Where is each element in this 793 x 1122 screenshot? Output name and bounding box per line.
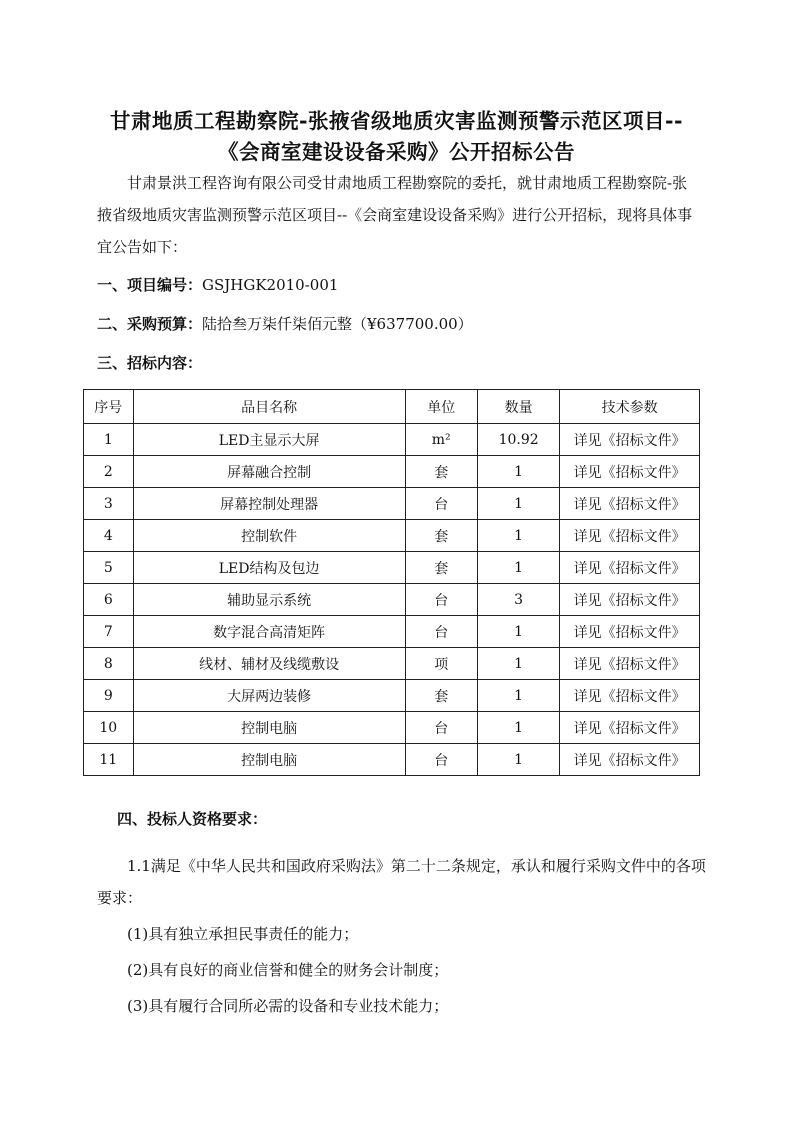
cell-unit: 套 bbox=[405, 552, 477, 584]
cell-item-name: 屏幕融合控制 bbox=[133, 456, 405, 488]
cell-spec: 详见《招标文件》 bbox=[560, 648, 700, 680]
header-spec: 技术参数 bbox=[560, 390, 700, 424]
requirement-item: (1)具有独立承担民事责任的能力； bbox=[127, 925, 359, 943]
section-content bbox=[97, 352, 202, 373]
cell-spec: 详见《招标文件》 bbox=[560, 680, 700, 712]
cell-item-name: 数字混合高清矩阵 bbox=[133, 616, 405, 648]
project-number-value: GSJHGK2010-001 bbox=[202, 276, 339, 294]
cell-item-name: LED主显示大屏 bbox=[133, 424, 405, 456]
cell-index: 8 bbox=[84, 648, 134, 680]
header-item-name: 品目名称 bbox=[133, 390, 405, 424]
cell-quantity: 1 bbox=[477, 744, 559, 776]
cell-spec: 详见《招标文件》 bbox=[560, 552, 700, 584]
section-project-number bbox=[97, 274, 338, 295]
cell-item-name: 辅助显示系统 bbox=[133, 584, 405, 616]
table-row bbox=[84, 456, 700, 488]
cell-item-name: LED结构及包边 bbox=[133, 552, 405, 584]
cell-unit: 台 bbox=[405, 488, 477, 520]
cell-item-name: 屏幕控制处理器 bbox=[133, 488, 405, 520]
table-row bbox=[84, 520, 700, 552]
table-row bbox=[84, 744, 700, 776]
cell-index: 2 bbox=[84, 456, 134, 488]
cell-quantity: 1 bbox=[477, 680, 559, 712]
cell-index: 4 bbox=[84, 520, 134, 552]
table-row bbox=[84, 616, 700, 648]
document-title-line2: 《会商室建设设备采购》公开招标公告 bbox=[218, 140, 575, 164]
cell-spec: 详见《招标文件》 bbox=[560, 488, 700, 520]
cell-item-name: 控制电脑 bbox=[133, 712, 405, 744]
cell-index: 6 bbox=[84, 584, 134, 616]
cell-spec: 详见《招标文件》 bbox=[560, 584, 700, 616]
cell-index: 5 bbox=[84, 552, 134, 584]
cell-quantity: 1 bbox=[477, 456, 559, 488]
cell-unit: 项 bbox=[405, 648, 477, 680]
cell-quantity: 1 bbox=[477, 712, 559, 744]
requirement-item: (2)具有良好的商业信誉和健全的财务会计制度； bbox=[127, 961, 449, 979]
section-label: 一、项目编号： bbox=[97, 276, 203, 294]
cell-index: 1 bbox=[84, 424, 134, 456]
cell-unit: 套 bbox=[405, 520, 477, 552]
section-qualifications bbox=[117, 808, 267, 829]
cell-quantity: 1 bbox=[477, 552, 559, 584]
table-row bbox=[84, 488, 700, 520]
section-label: 四、投标人资格要求： bbox=[117, 810, 268, 828]
cell-quantity: 10.92 bbox=[477, 424, 559, 456]
cell-spec: 详见《招标文件》 bbox=[560, 712, 700, 744]
intro-paragraph bbox=[97, 167, 697, 263]
budget-value: 陆拾叁万柒仟柒佰元整（¥637700.00） bbox=[202, 315, 473, 333]
cell-index: 3 bbox=[84, 488, 134, 520]
table-row bbox=[84, 680, 700, 712]
cell-spec: 详见《招标文件》 bbox=[560, 744, 700, 776]
cell-index: 9 bbox=[84, 680, 134, 712]
header-quantity: 数量 bbox=[477, 390, 559, 424]
cell-quantity: 1 bbox=[477, 520, 559, 552]
cell-index: 10 bbox=[84, 712, 134, 744]
cell-unit: 台 bbox=[405, 616, 477, 648]
section-label: 二、采购预算： bbox=[97, 315, 203, 333]
table-body bbox=[84, 424, 700, 776]
section-label: 三、招标内容： bbox=[97, 354, 203, 372]
cell-spec: 详见《招标文件》 bbox=[560, 520, 700, 552]
table-row bbox=[84, 712, 700, 744]
cell-unit: m² bbox=[405, 424, 477, 456]
cell-unit: 台 bbox=[405, 584, 477, 616]
intro-text: 甘肃景洪工程咨询有限公司受甘肃地质工程勘察院的委托，就甘肃地质工程勘察院-张掖省级地质灾害监测预警示范区项目--《会商室建设设备采购》进行公开招标，现将具体事宜公告如下： bbox=[97, 174, 693, 256]
table-row bbox=[84, 552, 700, 584]
document-title-line1: 甘肃地质工程勘察院-张掖省级地质灾害监测预警示范区项目-- bbox=[109, 109, 684, 133]
header-index: 序号 bbox=[84, 390, 134, 424]
cell-spec: 详见《招标文件》 bbox=[560, 424, 700, 456]
cell-index: 11 bbox=[84, 744, 134, 776]
cell-item-name: 控制软件 bbox=[133, 520, 405, 552]
cell-item-name: 大屏两边装修 bbox=[133, 680, 405, 712]
requirement-1-1: 1.1满足《中华人民共和国政府采购法》第二十二条规定，承认和履行采购文件中的各项要求： bbox=[97, 857, 706, 907]
requirement-item: (3)具有履行合同所必需的设备和专业技术能力； bbox=[127, 997, 449, 1015]
cell-quantity: 1 bbox=[477, 488, 559, 520]
table-row bbox=[84, 584, 700, 616]
cell-quantity: 1 bbox=[477, 616, 559, 648]
table-header-row bbox=[84, 390, 700, 424]
cell-unit: 台 bbox=[405, 744, 477, 776]
cell-item-name: 控制电脑 bbox=[133, 744, 405, 776]
cell-quantity: 3 bbox=[477, 584, 559, 616]
requirements-block bbox=[97, 850, 707, 1022]
cell-unit: 套 bbox=[405, 456, 477, 488]
header-unit: 单位 bbox=[405, 390, 477, 424]
cell-quantity: 1 bbox=[477, 648, 559, 680]
cell-unit: 套 bbox=[405, 680, 477, 712]
cell-spec: 详见《招标文件》 bbox=[560, 456, 700, 488]
procurement-table bbox=[83, 389, 700, 776]
cell-spec: 详见《招标文件》 bbox=[560, 616, 700, 648]
section-budget bbox=[97, 313, 473, 334]
table-row bbox=[84, 648, 700, 680]
cell-unit: 台 bbox=[405, 712, 477, 744]
cell-index: 7 bbox=[84, 616, 134, 648]
table-row bbox=[84, 424, 700, 456]
cell-item-name: 线材、辅材及线缆敷设 bbox=[133, 648, 405, 680]
